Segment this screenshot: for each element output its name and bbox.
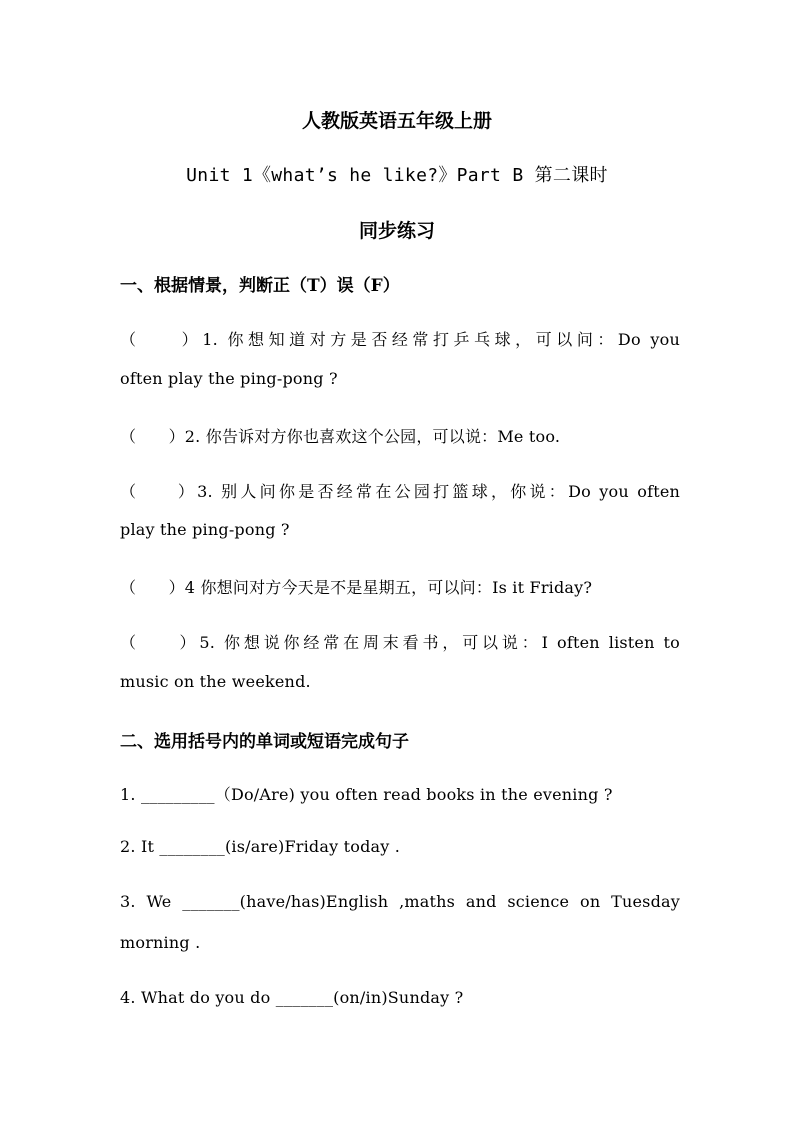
practice-title: 同步练习 — [358, 220, 435, 242]
sentence-2: 2. It ________(is/are)Friday today . — [120, 837, 401, 856]
section2-heading: 二、选用括号内的单词或短语完成句子 — [120, 732, 409, 752]
question-5-line-1: （ ）5. 你想说你经常在周末看书，可以说：I often listen to — [120, 633, 680, 652]
sentence-3-line-1: 3. We _______(have/has)English ,maths and science on Tuesday — [120, 892, 680, 911]
lesson-subtitle: Unit 1《what’s he like?》Part B 第二课时 — [186, 165, 608, 186]
sentence-1: 1. _________（Do/Are) you often read books in the evening ? — [120, 785, 613, 804]
document-title: 人教版英语五年级上册 — [301, 110, 492, 132]
sentence-4: 4. What do you do _______(on/in)Sunday ? — [120, 988, 464, 1007]
question-3-line-2: play the ping-pong ? — [120, 520, 290, 539]
section1-heading: 一、根据情景，判断正（T）误（F） — [120, 276, 400, 296]
question-2: （ ）2. 你告诉对方你也喜欢这个公园，可以说：Me too. — [120, 427, 561, 446]
question-3-line-1: （ ）3. 别人问你是否经常在公园打篮球，你说：Do you often — [120, 482, 680, 501]
question-1-line-1: （ ）1. 你想知道对方是否经常打乒乓球，可以问：Do you — [120, 330, 680, 349]
question-4: （ ）4 你想问对方今天是不是星期五，可以问：Is it Friday? — [120, 578, 593, 597]
sentence-3-line-2: morning . — [120, 933, 201, 952]
question-1-line-2: often play the ping-pong ? — [120, 369, 338, 388]
question-5-line-2: music on the weekend. — [120, 672, 311, 691]
